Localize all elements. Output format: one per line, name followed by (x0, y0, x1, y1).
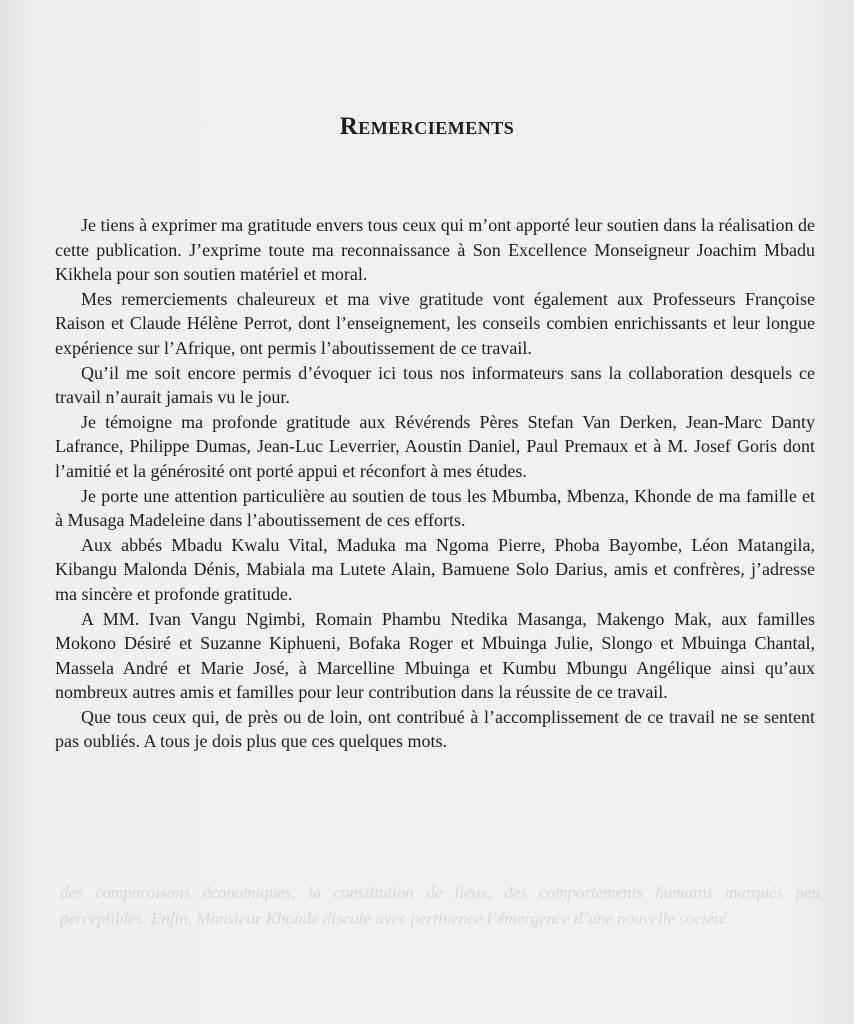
paragraph: Je porte une attention particulière au soutien de tous les Mbumba, Mbenza, Khonde de ma famille et à Musaga Madeleine dans l’aboutissement de ces efforts. (55, 485, 815, 531)
paragraph: Je tiens à exprimer ma gratitude envers tous ceux qui m’ont apporté leur soutien dans la réalisation de cette publication. J’exprime toute ma reconnaissance à Son Excellence Monseigneur Joachim Mbadu Kikhela pour son soutien matériel et moral. (55, 215, 815, 285)
paragraph: Je témoigne ma profonde gratitude aux Révérends Pères Stefan Van Derken, Jean-Marc Danty Lafrance, Philippe Dumas, Jean-Luc Leverrier, Aoustin Daniel, Paul Premaux et à M. Josef Goris dont l’amitié et la générosité ont porté appui et réconfort à mes études. (55, 411, 815, 481)
paragraph: Qu’il me soit encore permis d’évoquer ici tous nos informateurs sans la collaboration desquels ce travail n’aurait jamais vu le jour. (55, 362, 815, 408)
show-through-text: des comparaisons économiques, la constitution de lieux, des comportements humains marqués peu perceptibles. Enfin, Monsieur Khonde discute avec pertinence l’émergence d’une nouvelle société. (60, 883, 820, 928)
page-title: Remerciements (339, 113, 515, 140)
paragraph: Mes remerciements chaleureux et ma vive gratitude vont également aux Professeurs Françoise Raison et Claude Hélène Perrot, dont l’enseignement, les conseils combien enrichissants et leur longue expérience sur l’Afrique, ont permis l’aboutissement de ce travail. (55, 288, 815, 358)
acknowledgements-body (55, 213, 815, 754)
paragraph: A MM. Ivan Vangu Ngimbi, Romain Phambu Ntedika Masanga, Makengo Mak, aux familles Mokono Désiré et Suzanne Kiphueni, Bofaka Roger et Mbuinga Julie, Slongo et Mbuinga Chantal, Massela André et Marie José, à Marcelline Mbuinga et Kumbu Mbungu Angélique ainsi qu’aux nombreux autres amis et familles pour leur contribution dans la réussite de ce travail. (55, 608, 815, 703)
paragraph: Que tous ceux qui, de près ou de loin, ont contribué à l’accomplissement de ce travail ne se sentent pas oubliés. A tous je dois plus que ces quelques mots. (55, 706, 815, 752)
paragraph: Aux abbés Mbadu Kwalu Vital, Maduka ma Ngoma Pierre, Phoba Bayombe, Léon Matangila, Kibangu Malonda Dénis, Mabiala ma Lutete Alain, Bamuene Solo Darius, amis et confrères, j’adresse ma sincère et profonde gratitude. (55, 534, 815, 604)
